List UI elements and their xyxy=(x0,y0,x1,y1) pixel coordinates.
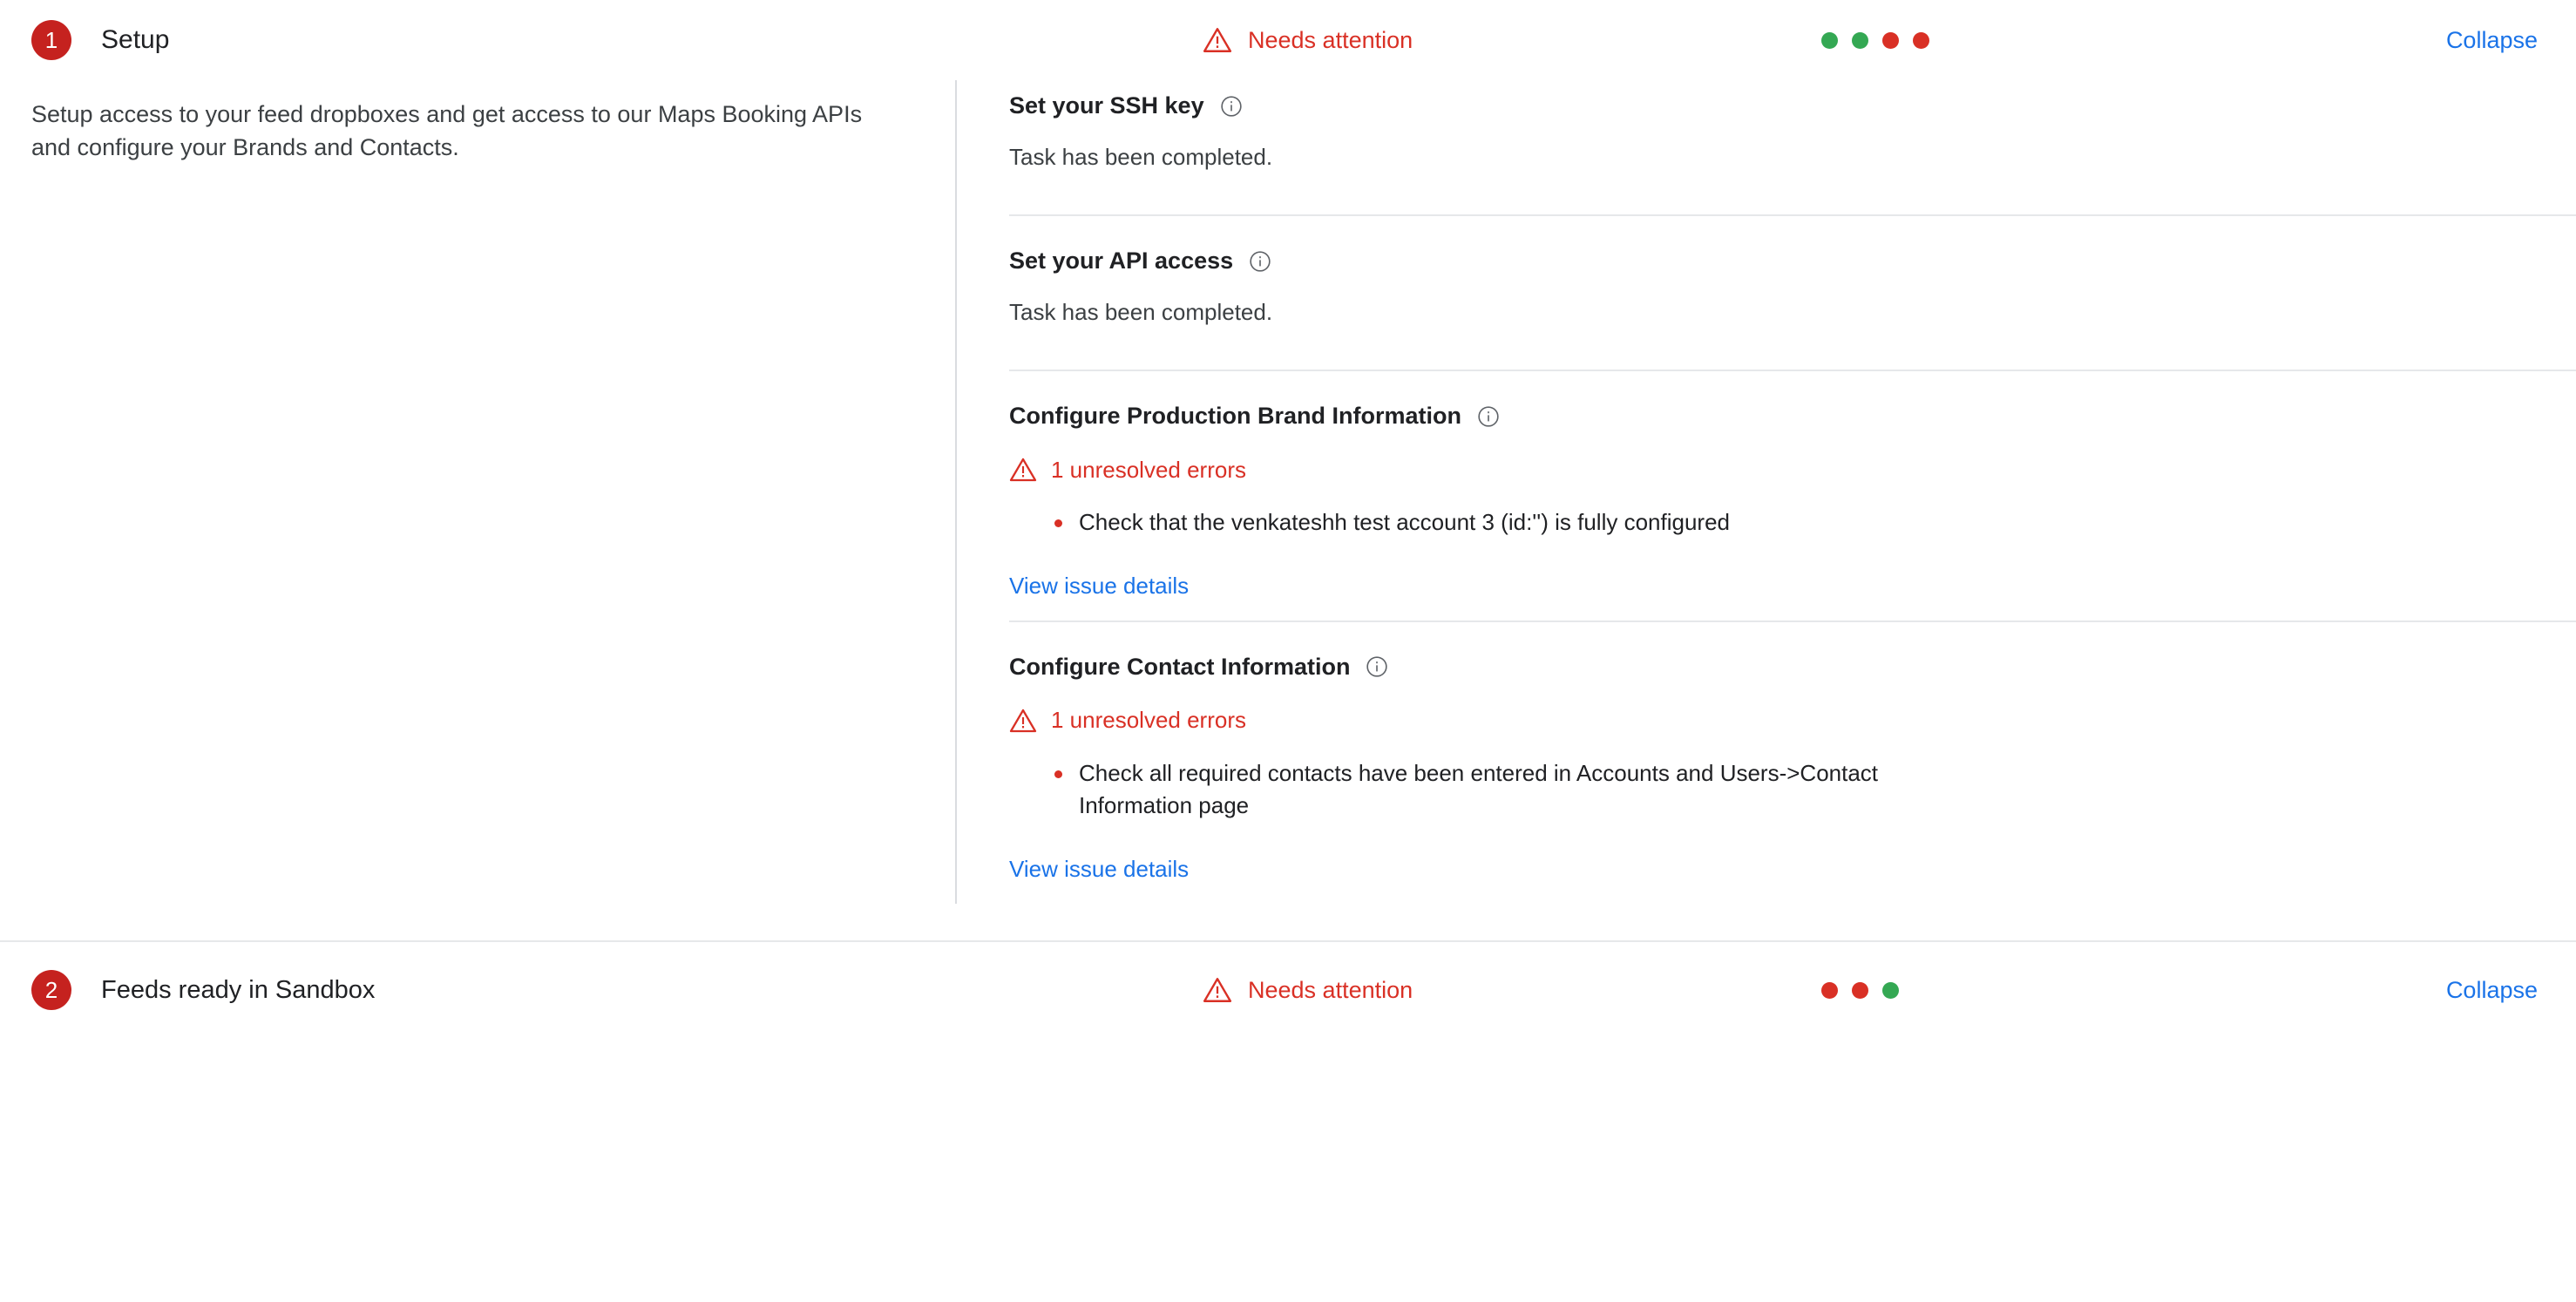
task-error-row xyxy=(1009,707,1985,735)
info-icon[interactable] xyxy=(1220,95,1243,118)
step-1-header xyxy=(0,0,2576,80)
task-error-count: 1 unresolved errors xyxy=(1051,707,1246,734)
task-title: Set your API access xyxy=(1009,248,1234,274)
step-1-status-text: Needs attention xyxy=(1248,26,1413,53)
view-issue-details-link[interactable]: View issue details xyxy=(1009,856,1190,883)
task-item xyxy=(1009,620,2576,904)
progress-dot xyxy=(1852,982,1868,999)
step-2-number-badge: 2 xyxy=(31,970,71,1010)
progress-dot xyxy=(1852,32,1868,49)
task-error-row xyxy=(1009,456,1985,484)
task-title: Set your SSH key xyxy=(1009,92,1204,119)
step-1-collapse-link[interactable]: Collapse xyxy=(2445,26,2538,53)
step-1-description-column xyxy=(31,80,955,904)
info-icon[interactable] xyxy=(1477,405,1500,428)
task-title: Configure Production Brand Information xyxy=(1009,403,1461,429)
task-item xyxy=(1009,92,2576,214)
task-status-text: Task has been completed. xyxy=(1009,144,1273,170)
warning-triangle-icon xyxy=(1203,25,1232,55)
progress-dot xyxy=(1821,32,1838,49)
task-error-bullet: Check all required contacts have been entered in Accounts and Users->Contact Information page xyxy=(1047,757,1928,823)
step-2-collapse-link[interactable]: Collapse xyxy=(2445,976,2538,1003)
task-error-bullets xyxy=(1009,506,1985,539)
task-status-text: Task has been completed. xyxy=(1009,299,1273,325)
step-1-status xyxy=(1203,25,1413,55)
warning-triangle-icon xyxy=(1009,707,1037,735)
task-error-bullet: Check that the venkateshh test account 3 (id:'') is fully configured xyxy=(1047,506,1928,539)
warning-triangle-icon xyxy=(1009,456,1037,484)
task-item xyxy=(1009,214,2576,370)
view-issue-details-link[interactable]: View issue details xyxy=(1009,572,1190,599)
progress-dot xyxy=(1821,982,1838,999)
step-1-progress-dots xyxy=(1821,32,1929,49)
step-1-title: Setup xyxy=(101,25,170,54)
task-item xyxy=(1009,370,2576,620)
task-error-count: 1 unresolved errors xyxy=(1051,456,1246,483)
info-icon[interactable] xyxy=(1366,655,1388,678)
step-1-number-badge: 1 xyxy=(31,20,71,60)
task-title: Configure Contact Information xyxy=(1009,653,1351,680)
step-2-progress-dots xyxy=(1821,982,1899,999)
step-1-description: Setup access to your feed dropboxes and get access to our Maps Booking APIs and configure your Brands and Contacts. xyxy=(31,101,863,161)
progress-dot xyxy=(1882,32,1899,49)
info-icon[interactable] xyxy=(1249,250,1271,273)
step-1-body xyxy=(0,80,2576,926)
step-2-title: Feeds ready in Sandbox xyxy=(101,975,376,1004)
warning-triangle-icon xyxy=(1203,975,1232,1005)
progress-dot xyxy=(1913,32,1929,49)
task-error-bullets xyxy=(1009,757,1985,823)
step-1-task-list xyxy=(957,80,2576,904)
step-2-status xyxy=(1203,975,1413,1005)
step-2-status-text: Needs attention xyxy=(1248,976,1413,1003)
progress-dot xyxy=(1882,982,1899,999)
step-2-header[interactable] xyxy=(0,942,2576,1038)
